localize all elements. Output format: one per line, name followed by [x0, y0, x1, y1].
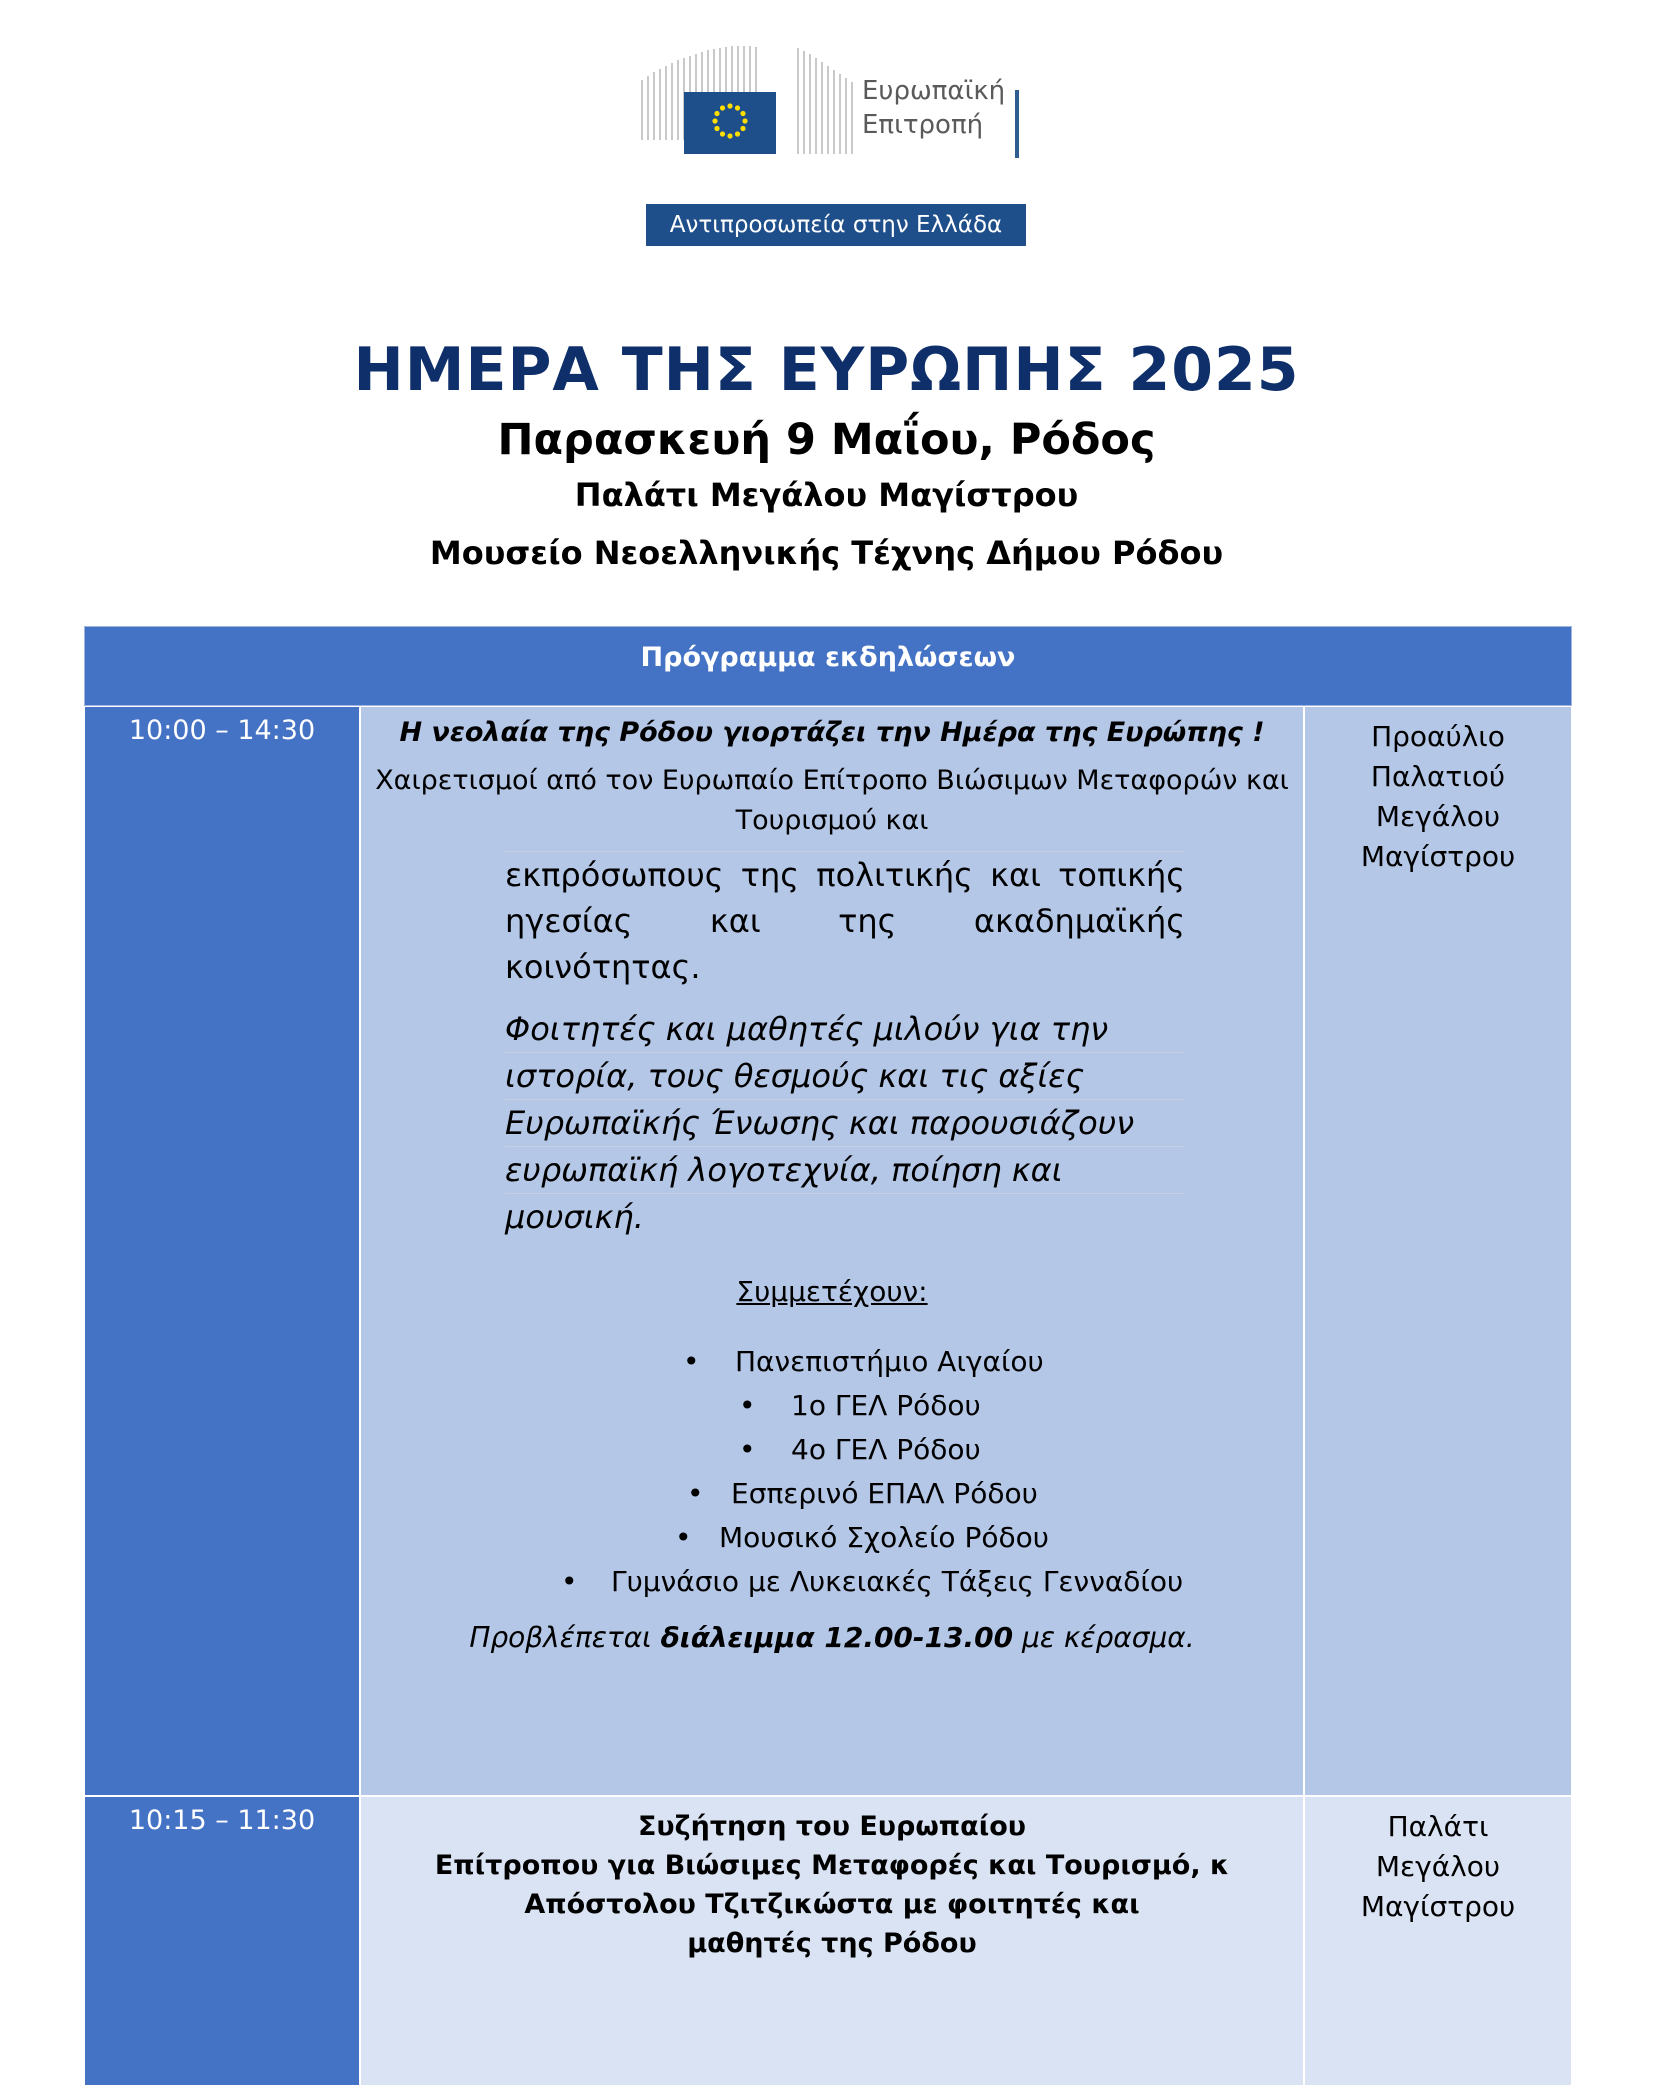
bullet-icon: • [675, 1521, 692, 1554]
events-schedule-table [84, 626, 1572, 2086]
representatives-text: εκπρόσωπους της πολιτικής και τοπικής ηγεσίας και της ακαδημαϊκής κοινότητας. [505, 851, 1185, 990]
commission-wordmark: Ευρωπαϊκή Επιτροπή [862, 76, 1006, 140]
participants-label: Συμμετέχουν: [736, 1275, 928, 1308]
list-item: • Γυμνάσιο με Λυκειακές Τάξεις Γενναδίου [361, 1560, 1303, 1604]
list-item: • 4ο ΓΕΛ Ρόδου [361, 1428, 1303, 1472]
berlaymont-building-icon [640, 44, 880, 164]
schedule-heading: Πρόγραμμα εκδηλώσεων [84, 626, 1572, 706]
header-block [0, 330, 1653, 578]
event-title: Η νεολαία της Ρόδου γιορτάζει την Ημέρα της Ευρώπης ! [399, 717, 1265, 748]
schedule-row [84, 706, 1572, 1796]
time-cell: 10:15 – 11:30 [84, 1796, 360, 2086]
location-cell: Προαύλιο Παλατιού Μεγάλου Μαγίστρου [1304, 706, 1572, 1796]
list-item: • Μουσικό Σχολείο Ρόδου [361, 1516, 1303, 1560]
bullet-icon: • [739, 1389, 756, 1422]
event-description-cell [360, 1796, 1304, 2086]
venue-secondary: Μουσείο Νεοελληνικής Τέχνης Δήμου Ρόδου [429, 534, 1224, 572]
time-cell: 10:00 – 14:30 [84, 706, 360, 1796]
break-note: Προβλέπεται διάλειμμα 12.00-13.00 με κέρασμα. [469, 1621, 1195, 1654]
date-and-place: Παρασκευή 9 Μαΐου, Ρόδος [497, 415, 1156, 465]
venue-primary: Παλάτι Μεγάλου Μαγίστρου [574, 476, 1079, 514]
list-item: • 1ο ΓΕΛ Ρόδου [361, 1384, 1303, 1428]
schedule-row [84, 1796, 1572, 2086]
location-cell: Παλάτι Μεγάλου Μαγίστρου [1304, 1796, 1572, 2086]
list-item: • Εσπερινό ΕΠΑΛ Ρόδου [361, 1472, 1303, 1516]
students-text: Φοιτητές και μαθητές μιλούν για την ιστορία, τους θεσμούς και τις αξίες Ευρωπαϊκής Ένωσης και παρουσιάζουν ευρωπαϊκή λογοτεχνία, ποίηση και μουσική. [505, 1006, 1185, 1240]
bullet-icon: • [561, 1565, 578, 1598]
bullet-icon: • [739, 1433, 756, 1466]
event-title: Συζήτηση του Ευρωπαίου Επίτροπου για Βιώσιμες Μεταφορές και Τουρισμό, κ Απόστολου Τζιτζικώστα με φοιτητές και μαθητές της Ρόδου [434, 1811, 1230, 1959]
bullet-icon: • [687, 1477, 704, 1510]
page-title: ΗΜΕΡΑ ΤΗΣ ΕΥΡΩΠΗΣ 2025 [353, 335, 1300, 405]
bullet-icon: • [683, 1345, 700, 1378]
wordmark-divider [1015, 90, 1019, 158]
list-item: • Πανεπιστήμιο Αιγαίου [361, 1340, 1303, 1384]
representation-banner: Αντιπροσωπεία στην Ελλάδα [646, 204, 1026, 246]
participants-list [361, 1340, 1303, 1604]
eu-commission-logo [640, 44, 1040, 250]
event-description-cell [360, 706, 1304, 1796]
greetings-text: Χαιρετισμοί από τον Ευρωπαίο Επίτροπο Βιώσιμων Μεταφορών και Τουρισμού και [375, 765, 1289, 836]
